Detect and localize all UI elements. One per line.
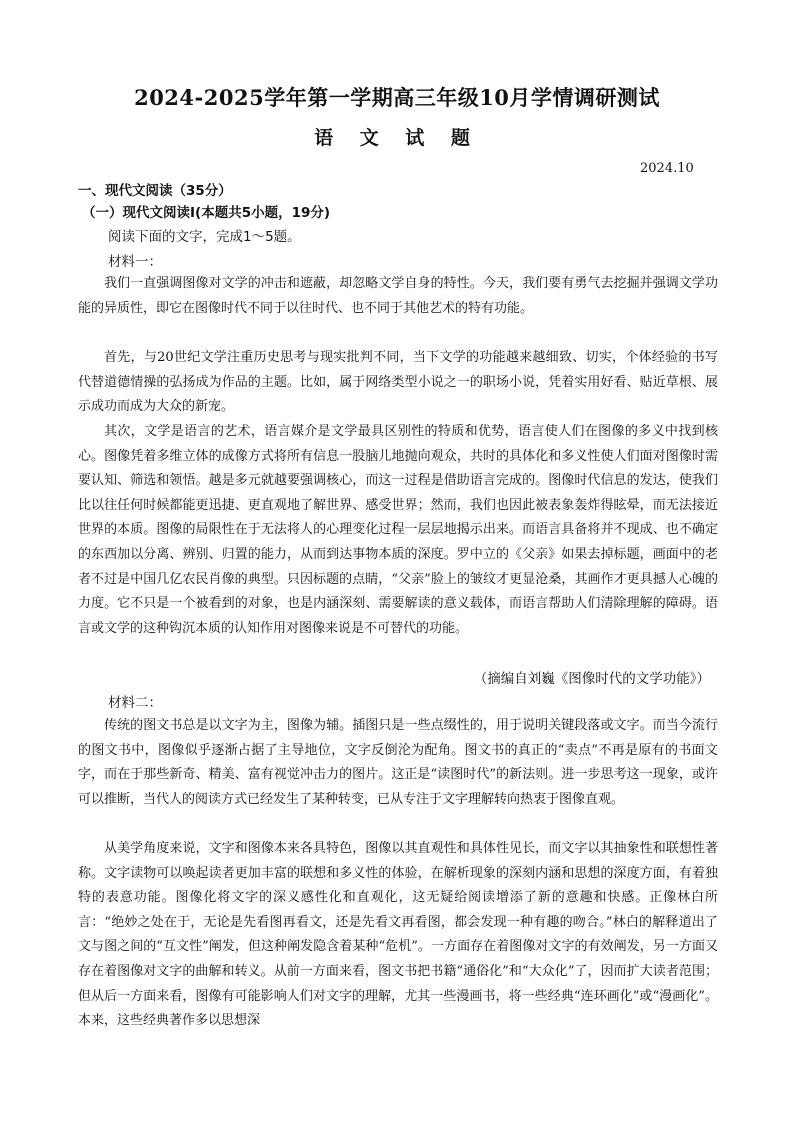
material2-paragraph: 从美学角度来说，文字和图像本来各具特色，图像以其直观性和具体性见长，而文字以其抽象性和联想性著称。文字读物可以唤起读者更加丰富的联想和多义性的体验，在解析现象的深刻内涵和思想的深度方面，有着独特的表意功能。图像化将文字的深义感性化和直观化，这无疑给阅读增添了新的意趣和快感。正像林白所言：“绝妙之处在于，无论是先看图再看文，还是先看文再看图，都会发现一种有趣的吻合。”林白的解释道出了文与图之间的“互文性”阐发，但这种阐发隐含着某种“危机”。一方面存在着图像对文字的有效阐发，另一方面又存在着图像对文字的曲解和转义。从前一方面来看，图文书把书籍“通俗化”和“大众化”了，因而扩大读者范围；但从后一方面来看，图像有可能影响人们对文字的理解，尤其一些漫画书，将一些经典“连环画化”或“漫画化”。本来，这些经典著作多以思想深: [78, 841, 718, 1029]
material1-paragraph: 首先，与20世纪文学注重历史思考与现实批判不同，当下文学的功能越来越细致、切实，个体经验的书写代替道德情操的弘扬成为作品的主题。比如，属于网络类型小说之一的职场小说，凭着实用好看、贴近草根、展示成功而成为大众的新宠。: [78, 350, 718, 415]
material1-source: （摘编自刘巍《图像时代的文学功能》）: [473, 671, 710, 687]
material2-label: 材料二：: [108, 695, 162, 711]
material1-label: 材料一：: [108, 254, 162, 270]
reading-instruction: 阅读下面的文字，完成1～5题。: [108, 229, 301, 245]
exam-subtitle: 语 文 试 题: [314, 127, 480, 149]
exam-date: 2024.10: [640, 161, 694, 176]
subsection-heading: （一）现代文阅读Ⅰ(本题共5小题，19分): [82, 205, 331, 221]
material1-paragraph: 我们一直强调图像对文学的冲击和遮蔽，却忽略文学自身的特性。今天，我们要有勇气去挖掘并强调文学功能的异质性，即它在图像时代不同于以往时代、也不同于其他艺术的特有功能。: [78, 276, 718, 316]
exam-title: 2024-2025学年第一学期高三年级10月学情调研测试: [134, 85, 660, 110]
section-heading: 一、现代文阅读（35分）: [78, 183, 232, 199]
material2-paragraph: 传统的图文书总是以文字为主，图像为辅。插图只是一些点缀性的，用于说明关键段落或文字。而当今流行的图文书中，图像似乎逐渐占据了主导地位，文字反倒沦为配角。图文书的真正的“卖点”不再是原有的书面文字，而在于那些新奇、精美、富有视觉冲击力的图片。这正是“读图时代”的新法则。进一步思考这一现象，或许可以推断，当代人的阅读方式已经发生了某种转变，已从专注于文字理解转向热衷于图像直观。: [78, 718, 718, 807]
material1-paragraph: 其次，文学是语言的艺术，语言媒介是文学最具区别性的特质和优势，语言使人们在图像的多义中找到核心。图像凭着多维立体的成像方式将所有信息一股脑儿地抛向观众，共时的具体化和多义性使人们面对图像时需要认知、筛选和领悟。越是多元就越要强调核心，而这一过程是借助语言完成的。图像时代信息的发达，使我们比以往任何时候都能更迅捷、更直观地了解世界、感受世界；然而，我们也因此被表象轰炸得眩晕，而无法接近世界的本质。图像的局限性在于无法将人的心理变化过程一层层地揭示出来。而语言具备将并不现成、也不确定的东西加以分离、辨别、归置的能力，从而到达事物本质的深度。罗中立的《父亲》如果去掉标题，画面中的老者不过是中国几亿农民肖像的典型。只因标题的点睛，“父亲”脸上的皱纹才更显沧桑，其画作才更具撼人心魄的力度。它不只是一个被看到的对象，也是内涵深刻、需要解读的意义载体，而语言帮助人们清除理解的障碍。语言或文学的这种钩沉本质的认知作用对图像来说是不可替代的功能。: [78, 424, 718, 636]
